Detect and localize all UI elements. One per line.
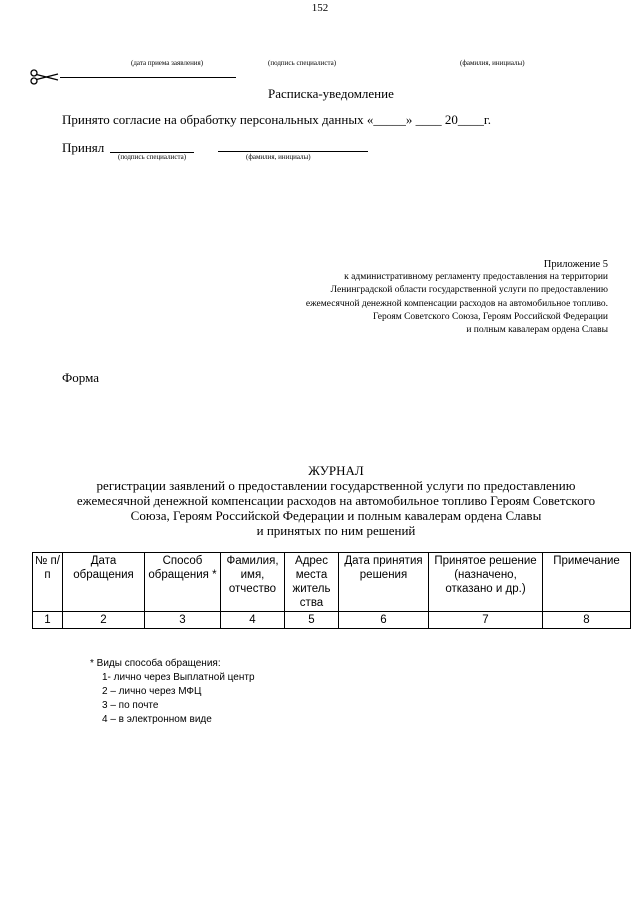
receipt-title: Расписка-уведомление: [268, 86, 394, 101]
header-request-method: Способ обращения *: [145, 553, 221, 612]
header-decision-date: Дата принятия решения: [339, 553, 429, 612]
header-address: Адрес места житель ства: [285, 553, 339, 612]
accepted-caption-sign: (подпись специалиста): [118, 153, 187, 161]
journal-title: ЖУРНАЛ: [308, 463, 364, 478]
table-header-row: [33, 553, 631, 612]
consent-line: Принято согласие на обработку персональных данных «_____» ____ 20____г.: [62, 112, 491, 127]
footnote: [90, 657, 255, 727]
journal-title-line: регистрации заявлений о предоставлении государственной услуги по предоставлению: [96, 478, 576, 493]
footnote-title: * Виды способа обращения:: [90, 658, 221, 669]
column-number-cell: 5: [285, 612, 339, 629]
column-number-cell: 3: [145, 612, 221, 629]
header-full-name: Фамилия, имя, отчество: [221, 553, 285, 612]
caption-sign: (подпись специалиста): [268, 59, 337, 67]
name-line: [218, 151, 368, 152]
list-item: 2 – лично через МФЦ: [102, 686, 202, 697]
page-number: 152: [311, 2, 329, 14]
header-note: Примечание: [543, 553, 631, 612]
scissors-icon: [30, 69, 60, 85]
appendix-header: [306, 258, 608, 337]
accepted-label: Принял: [62, 140, 105, 155]
column-number-cell: 1: [33, 612, 63, 629]
list-item: 3 – по почте: [102, 700, 159, 711]
registration-table: [32, 552, 631, 629]
journal-title-line: Союза, Героям Российской Федерации и полным кавалерам ордена Славы: [130, 508, 542, 523]
column-number-cell: 4: [221, 612, 285, 629]
caption-date: (дата приема заявления): [131, 59, 204, 67]
column-number-cell: 2: [63, 612, 145, 629]
appendix-line: Героям Советского Союза, Героям Российской Федерации: [373, 311, 608, 322]
appendix-line: к административному регламенту предоставления на территории: [344, 272, 608, 283]
header-number: № п/п: [33, 553, 63, 612]
journal-title-block: [0, 463, 640, 538]
column-number-cell: 8: [543, 612, 631, 629]
cut-line: [60, 77, 236, 78]
column-number-cell: 6: [339, 612, 429, 629]
list-item: 1- лично через Выплатной центр: [102, 672, 255, 683]
column-number-cell: 7: [429, 612, 543, 629]
appendix-line: ежемесячной денежной компенсации расходов на автомобильное топливо.: [305, 298, 608, 309]
header-request-date: Дата обращения: [63, 553, 145, 612]
appendix-line: Ленинградской области государственной услуги по предоставлению: [330, 285, 608, 296]
journal-title-line: ежемесячной денежной компенсации расходов на автомобильное топливо Героям Советского: [76, 493, 596, 508]
appendix-line: Приложение 5: [543, 259, 608, 270]
accepted-caption-name: (фамилия, инициалы): [246, 153, 311, 161]
form-label: Форма: [62, 370, 99, 385]
caption-name: (фамилия, инициалы): [460, 59, 525, 67]
journal-title-line: и принятых по ним решений: [256, 523, 416, 538]
header-decision: Принятое решение (назначено, отказано и др.): [429, 553, 543, 612]
list-item: 4 – в электронном виде: [102, 714, 212, 725]
appendix-line: и полным кавалерам ордена Славы: [466, 325, 608, 336]
table-row: [33, 612, 631, 629]
